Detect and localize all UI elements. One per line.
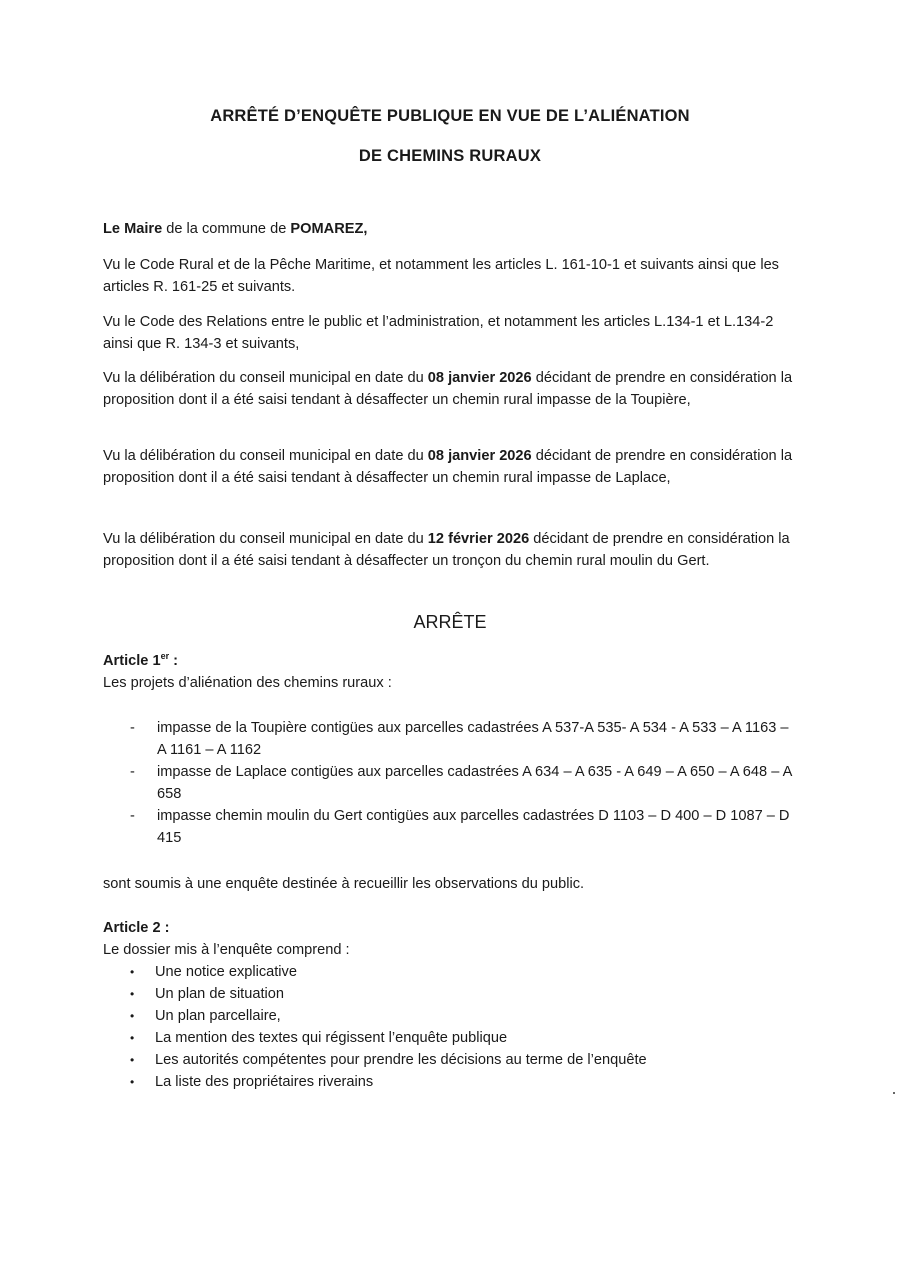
list-item [103,1027,793,1049]
list-item [103,961,793,983]
document-title-line-2: DE CHEMINS RURAUX [358,147,542,165]
list-item [103,1071,793,1093]
list-item-text: impasse de la Toupière contigües aux parcelles cadastrées A 537-A 535- A 534 - A 533 – A 1163 – A 1161 – A 1162 [157,720,789,758]
list-item-text: La liste des propriétaires riverains [155,1074,374,1090]
article-2-heading: Article 2 : [103,920,170,936]
bullet-marker: • [130,987,135,1001]
bullet-marker: • [130,965,135,979]
list-item-text: La mention des textes qui régissent l’enquête publique [155,1030,508,1046]
deliberation-2-after: décidant de prendre en considération la proposition dont il a été saisi tendant à désaffecter un chemin rural impasse de Laplace, [103,448,793,486]
bullet-marker: • [130,1031,135,1045]
list-item [103,1049,793,1071]
dash-marker: - [130,808,135,824]
list-item [103,761,793,805]
list-item-text: Les autorités compétentes pour prendre les décisions au terme de l’enquête [155,1052,647,1068]
deliberation-paragraph-1 [103,367,793,411]
article-1-section [103,650,793,694]
list-item-text: impasse chemin moulin du Gert contigües aux parcelles cadastrées D 1103 – D 400 – D 1087 – D 415 [157,808,790,846]
article-2-section [103,917,793,1093]
arrete-heading: ARRÊTE [413,612,487,632]
deliberation-2-before: Vu la délibération du conseil municipal en date du [103,448,428,464]
deliberation-paragraph-2 [103,445,793,489]
code-rural-text: Vu le Code Rural et de la Pêche Maritime, et notamment les articles L. 161-10-1 et suivants ainsi que les articles R. 161-25 et suivants. [103,257,779,295]
scan-speck [893,1092,895,1094]
list-item [103,717,793,761]
deliberation-3-after: décidant de prendre en considération la proposition dont il a été saisi tendant à désaffecter un tronçon du chemin rural moulin du Gert. [103,531,790,569]
deliberation-2-date: 08 janvier 2026 [427,448,532,464]
article-2-list [103,961,793,1093]
maire-paragraph [103,218,793,240]
article-1-intro: Les projets d’aliénation des chemins ruraux : [103,675,392,691]
article-1-list-container [103,717,793,849]
list-item-text: impasse de Laplace contigües aux parcelles cadastrées A 634 – A 635 - A 649 – A 650 – A 648 – A 658 [157,764,792,802]
maire-label: Le Maire [103,221,163,237]
article-1-heading: Article 1er : [103,651,179,669]
deliberation-1-before: Vu la délibération du conseil municipal en date du [103,370,428,386]
article-1-conclusion: sont soumis à une enquête destinée à recueillir les observations du public. [103,876,585,892]
deliberation-3-date: 12 février 2026 [427,531,530,547]
document-title-line-1: ARRÊTÉ D’ENQUÊTE PUBLIQUE EN VUE DE L’ALIÉNATION [210,107,690,125]
list-item-text: Un plan parcellaire, [155,1008,281,1024]
code-relations-paragraph [103,311,793,355]
bullet-marker: • [130,1053,135,1067]
article-1-list [103,717,793,849]
commune-name: POMAREZ, [290,221,368,237]
article-2-intro: Le dossier mis à l’enquête comprend : [103,942,350,958]
deliberation-3-before: Vu la délibération du conseil municipal en date du [103,531,428,547]
article-1-conclusion-paragraph [103,873,793,895]
code-rural-paragraph [103,254,793,298]
bullet-marker: • [130,1075,135,1089]
list-item [103,805,793,849]
deliberation-1-date: 08 janvier 2026 [427,370,532,386]
dash-marker: - [130,764,135,780]
dash-marker: - [130,720,135,736]
deliberation-paragraph-3 [103,528,793,572]
list-item-text: Un plan de situation [155,986,284,1002]
deliberation-1-after: décidant de prendre en considération la proposition dont il a été saisi tendant à désaffecter un chemin rural impasse de la Toupière, [103,370,793,408]
list-item [103,983,793,1005]
list-item [103,1005,793,1027]
list-item-text: Une notice explicative [155,964,297,980]
maire-mid-text: de la commune de [162,221,291,237]
bullet-marker: • [130,1009,135,1023]
code-relations-text: Vu le Code des Relations entre le public et l’administration, et notamment les articles L.134-1 et L.134-2 ainsi que R. 134-3 et suivants, [103,314,774,352]
